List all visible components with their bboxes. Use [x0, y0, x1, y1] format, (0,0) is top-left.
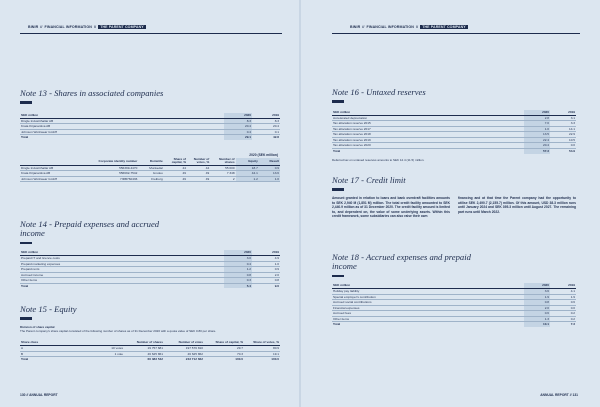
total-2019: 7.3 [550, 322, 576, 327]
page-header-right [350, 25, 468, 29]
note-13-table-2-caption: 2020 (SEK million) [249, 152, 278, 157]
share-class: B [20, 351, 92, 357]
total-empty [92, 357, 124, 362]
page-number: 131 [572, 393, 578, 397]
header-separator: // [93, 25, 97, 29]
number-of-shares: 19 757 681 [124, 345, 164, 351]
total-2020: 29.1 [224, 135, 252, 140]
value-2020: 1.2 [224, 267, 252, 273]
result: 13.6 [259, 171, 280, 177]
row-label: Holiday pay liability [332, 288, 524, 294]
note-14-title: Note 14 - Prepaid expenses and accrued income [20, 219, 160, 239]
value-2019: 3.3 [550, 121, 576, 127]
note-17-column-2: financing and at that time the Parent company had the opportunity to utilise SEK 2,490.7 (2,155.7) million. Of this amount, USD 38.3 million runs until January 2024 and SEK 395.3 million until August 2027. The remaining part runs until March 2022. [458, 195, 576, 214]
note-13-table-1 [20, 113, 280, 140]
note-17-body [332, 196, 576, 219]
value-2019: 0.2 [550, 316, 576, 322]
header-separator: // [40, 25, 43, 29]
value-2020: 1.9 [524, 294, 550, 300]
value-2020: 3.0 [224, 255, 252, 261]
header-section: FINANCIAL INFORMATION [44, 25, 92, 29]
column-header: SEK million [20, 113, 224, 118]
column-header: Share class [20, 340, 92, 345]
header-highlight: THE PARENT COMPANY [100, 25, 144, 29]
total-row [332, 149, 576, 154]
note-17 [332, 176, 576, 219]
row-label: Johnson Workwear GmbH [20, 176, 96, 182]
value-2020: 1.3 [524, 316, 550, 322]
value-2020: 13.5 [524, 132, 550, 138]
total-label: Total [332, 322, 524, 327]
note-13-title: Note 13 - Shares in associated companies [20, 88, 164, 98]
column-header: Share of votes, % [244, 340, 280, 345]
footer-separator: // [26, 393, 29, 397]
title-bar [20, 242, 32, 245]
column-header: Result [259, 158, 280, 165]
total-row [20, 357, 280, 362]
note-15-text: The Parent company's share capital consisted of the following number of shares as of 31 December 2020 with a quota value of SEK 0.80 per share. [20, 329, 217, 334]
row-label: Accelerated depreciation [332, 115, 524, 121]
value-2020: 0.3 [224, 278, 252, 284]
header-highlight: THE PARENT COMPANY [422, 25, 466, 29]
note-16-table [332, 110, 576, 154]
column-header: Number of votes [164, 340, 204, 345]
note-15-subheading: Division of share capital [20, 324, 55, 329]
total-row [20, 135, 280, 140]
result: 1.0 [259, 176, 280, 182]
votes-per-share: 10 votes [92, 345, 124, 351]
value-2019: 0.6 [550, 300, 576, 306]
value-2019: 4.1 [550, 288, 576, 294]
note-13-table-2 [20, 158, 280, 183]
number-of-votes: 46 625 862 [164, 351, 204, 357]
value-2019: 0.1 [252, 129, 280, 135]
column-header: Corporate identity number [96, 158, 138, 165]
share-of-capital: 49 [164, 171, 187, 177]
total-label: Total [20, 357, 92, 362]
value-2019: 22.9 [550, 132, 576, 138]
note-16-title: Note 16 - Untaxed reserves [332, 87, 426, 97]
equity: 1.2 [236, 176, 259, 182]
value-2019: 10.5 [550, 137, 576, 143]
title-bar [20, 317, 32, 320]
number-of-shares: 2 [210, 176, 235, 182]
value-2020: 0.8 [524, 300, 550, 306]
number-of-shares: 46 625 861 [124, 351, 164, 357]
share-class: A [20, 345, 92, 351]
footer-separator: // [569, 393, 572, 397]
note-14-table [20, 250, 280, 288]
total-label: Total [20, 135, 224, 140]
page-footer-left [20, 393, 58, 397]
column-header: Equity [236, 158, 259, 165]
footer-label: ANNUAL REPORT [29, 393, 58, 397]
corporate-id: HRB760436 [96, 176, 138, 182]
row-label: Dingle Industrihallar AB [20, 165, 96, 171]
share-of-votes: 44 [187, 165, 210, 171]
column-header: Number of shares [210, 158, 235, 165]
row-label: Tax allocation reserve 2020 [332, 143, 524, 149]
page-footer-right [540, 393, 578, 397]
value-2019: 0.9 [252, 267, 280, 273]
column-header: 2019 [252, 250, 280, 255]
total-2020: 5.4 [224, 283, 252, 288]
share-of-capital: 70.3 [204, 351, 244, 357]
row-label: Prepaid marketing expenses [20, 261, 224, 267]
value-2020: 1.0 [524, 126, 550, 132]
column-header: SEK million [332, 110, 524, 115]
note-18 [332, 253, 576, 327]
value-2019: 0.8 [252, 278, 280, 284]
share-of-capital: 49 [164, 176, 187, 182]
note-15 [20, 305, 280, 362]
header-section: FINANCIAL INFORMATION [366, 25, 414, 29]
corporate-id: 556399-4470 [96, 165, 138, 171]
value-2020: 3.6 [524, 288, 550, 294]
domicile: Ixmoku [138, 171, 163, 177]
note-14 [20, 220, 280, 288]
right-page [300, 0, 600, 407]
value-2019: 20.4 [252, 124, 280, 130]
total-row [332, 322, 576, 327]
column-header: 2020 [524, 110, 550, 115]
share-of-votes: 80.9 [244, 345, 280, 351]
page-number: 130 [20, 393, 26, 397]
value-2020: 2.8 [524, 115, 550, 121]
share-of-votes: 19.1 [244, 351, 280, 357]
column-header: 2020 [224, 113, 252, 118]
number-of-votes: 197 576 810 [164, 345, 204, 351]
value-2020: 0.4 [224, 129, 252, 135]
total-capital: 100.0 [204, 357, 244, 362]
votes-per-share: 1 vote [92, 351, 124, 357]
total-shares: 66 383 542 [124, 357, 164, 362]
value-2020: 22.4 [524, 137, 550, 143]
total-2019: 42.8 [252, 135, 280, 140]
total-label: Total [332, 149, 524, 154]
note-17-column-1: Amount granted in relation to loans and bank overdraft facilities amounts to SEK 2,940 M (1,851 M) million. The total credit facility amounted to SEK 2,440.9 million as of 31 December 2020. The credit facility amount is limited to, and dependent on, the value of some underlying assets. Within this credit framework, some subsidiaries can also raise their own [332, 195, 450, 219]
value-2019: 4.9 [252, 255, 280, 261]
equity: 18.7 [236, 165, 259, 171]
row-label: Tax allocation reserve 2015 [332, 121, 524, 127]
share-of-capital: 44 [164, 165, 187, 171]
row-label: Other items [20, 278, 224, 284]
row-label: Special employer's contribution [332, 294, 524, 300]
row-label: Tax allocation reserve 2018 [332, 132, 524, 138]
page-header-left [28, 25, 146, 29]
column-header: Number of votes, % [187, 158, 210, 165]
total-2020: 57.3 [524, 149, 550, 154]
value-2020: 0.8 [224, 272, 252, 278]
title-bar [20, 101, 32, 104]
corporate-id: 556692-7542 [96, 171, 138, 177]
column-header: SEK million [332, 283, 524, 288]
total-vote-share: 100.0 [244, 357, 280, 362]
value-2020: 7.0 [524, 121, 550, 127]
result: 0.9 [259, 165, 280, 171]
share-of-votes: 49 [187, 171, 210, 177]
value-2020: 0.4 [224, 261, 252, 267]
note-18-title: Note 18 - Accrued expenses and prepaid income [332, 252, 471, 272]
note-15-table [20, 340, 280, 361]
total-2019: 9.6 [252, 283, 280, 288]
value-2019: 2.0 [252, 272, 280, 278]
title-bar [332, 100, 344, 103]
column-header [20, 158, 96, 165]
value-2020: 20.4 [524, 143, 550, 149]
footer-label: ANNUAL REPORT [540, 393, 569, 397]
column-header: 2019 [550, 283, 576, 288]
equity: 44.1 [236, 171, 259, 177]
row-label: Prepaid IT and licence costs [20, 255, 224, 261]
total-2019: 54.9 [550, 149, 576, 154]
column-header: Number of shares [124, 340, 164, 345]
header-separator: // [362, 25, 365, 29]
value-2020: 2.0 [524, 305, 550, 311]
row-label: Tax allocation reserve 2017 [332, 126, 524, 132]
column-header: 2019 [550, 110, 576, 115]
column-header: Share of capital, % [164, 158, 187, 165]
number-of-shares: 55 000 [210, 165, 235, 171]
note-16 [332, 88, 576, 162]
row-label: Krata Kirjanantiva AB [20, 171, 96, 177]
column-header: 2020 [224, 250, 252, 255]
total-row [20, 283, 280, 288]
note-18-table [332, 283, 576, 327]
value-2019: 0.0 [550, 305, 576, 311]
value-2019: 0.2 [550, 311, 576, 317]
row-label: Accrued social contributions [332, 300, 524, 306]
header-separator: // [415, 25, 419, 29]
domicile: Freiburg [138, 176, 163, 182]
value-2020: 8.3 [224, 118, 252, 124]
column-header: Share of capital, % [204, 340, 244, 345]
value-2019: 1.0 [252, 261, 280, 267]
header-rule [20, 33, 282, 34]
column-header: Domicile [138, 158, 163, 165]
row-label: Tax allocation reserve 2019 [332, 137, 524, 143]
value-2019: 3.1 [550, 115, 576, 121]
header-brand: BINIR [350, 25, 361, 29]
value-2019: 8.3 [252, 118, 280, 124]
row-label: Dingle Industrihallar AB [20, 118, 224, 124]
value-2019: 1.9 [550, 294, 576, 300]
table-row [20, 176, 280, 182]
domicile: Munkedal [138, 165, 163, 171]
number-of-shares: 7 348 [210, 171, 235, 177]
row-label: Other items [332, 316, 524, 322]
row-label: Financial expenses [332, 305, 524, 311]
row-label: Prepaid rents [20, 267, 224, 273]
title-bar [332, 188, 344, 191]
row-label: Krata Kirjanantiva AB [20, 124, 224, 130]
header-brand: BINIR [28, 25, 39, 29]
note-16-footnote: Deferred tax on untaxed reserves amounts to SEK 12.4 (11.5) million. [332, 157, 425, 162]
row-label: Johnson Workwear GmbH [20, 129, 224, 135]
column-header: SEK million [20, 250, 224, 255]
note-17-title: Note 17 - Credit limit [332, 175, 406, 185]
header-rule [332, 33, 580, 34]
value-2020: 20.4 [224, 124, 252, 130]
value-2019: 14.1 [550, 126, 576, 132]
column-header: 2020 [524, 283, 550, 288]
total-label: Total [20, 283, 224, 288]
share-of-votes: 49 [187, 176, 210, 182]
total-2020: 10.1 [524, 322, 550, 327]
value-2020: 0.6 [524, 311, 550, 317]
row-label: Accrued income [20, 272, 224, 278]
value-2019: 0.0 [550, 143, 576, 149]
row-label: Accrued fees [332, 311, 524, 317]
title-bar [332, 275, 344, 278]
share-of-capital: 29.7 [204, 345, 244, 351]
total-votes: 243 712 662 [164, 357, 204, 362]
column-header: 2019 [252, 113, 280, 118]
note-13 [20, 89, 280, 182]
note-15-title: Note 15 - Equity [20, 304, 77, 314]
